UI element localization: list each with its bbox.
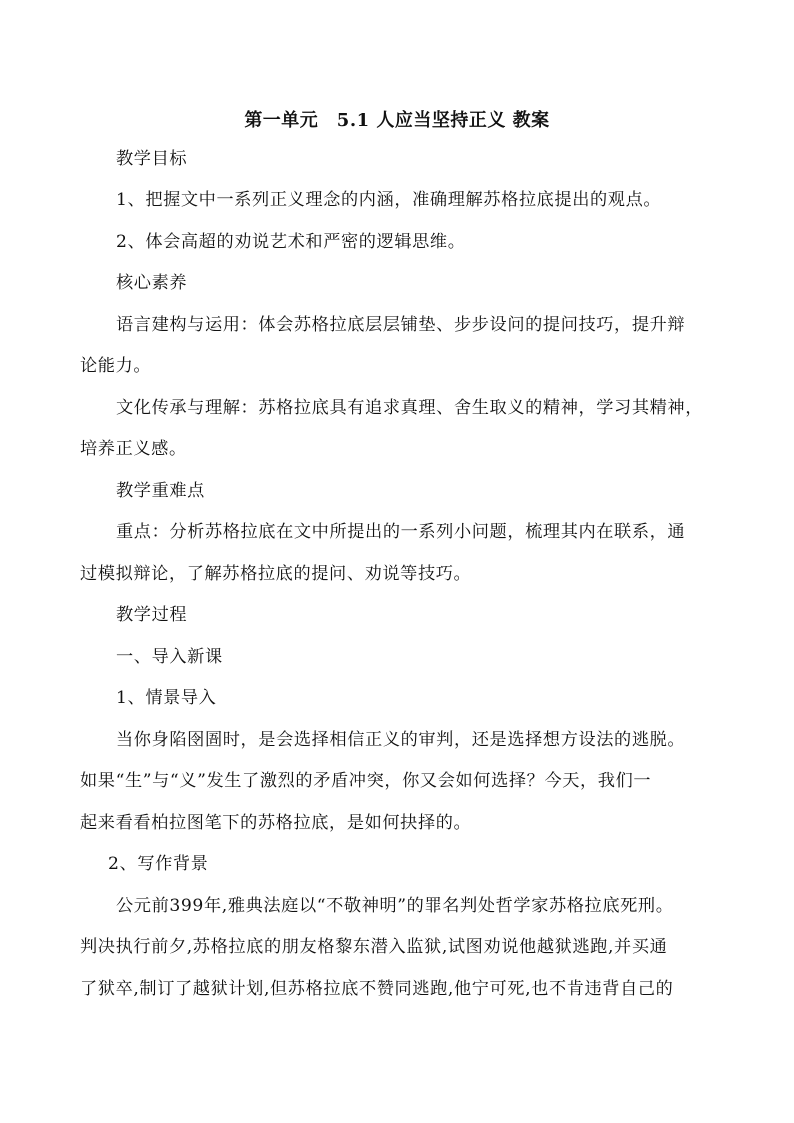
- scenario-line-2: 如果“生”与“义”发生了激烈的矛盾冲突，你又会如何选择？今天，我们一: [80, 771, 652, 791]
- literacy-language-line-2: 论能力。: [80, 356, 152, 376]
- subsection-scenario-intro: 1、情景导入: [116, 688, 217, 708]
- document-title: 第一单元 5.1 人应当坚持正义 教案: [244, 110, 550, 131]
- key-points-line-1: 重点：分析苏格拉底在文中所提出的一系列小问题，梳理其内在联系，通: [116, 522, 686, 542]
- goal-item-1: 1、把握文中一系列正义理念的内涵，准确理解苏格拉底提出的观点。: [116, 190, 662, 210]
- background-line-1: 公元前399年,雅典法庭以“不敬神明”的罪名判处哲学家苏格拉底死刑。: [116, 896, 674, 916]
- subsection-background: 2、写作背景: [108, 854, 209, 874]
- heading-core-literacy: 核心素养: [116, 273, 188, 293]
- goal-item-2: 2、体会高超的劝说艺术和严密的逻辑思维。: [116, 232, 466, 252]
- heading-teaching-goals: 教学目标: [116, 149, 188, 169]
- key-points-line-2: 过模拟辩论，了解苏格拉底的提问、劝说等技巧。: [80, 564, 472, 584]
- heading-key-difficulties: 教学重难点: [116, 481, 205, 501]
- scenario-line-3: 起来看看柏拉图笔下的苏格拉底，是如何抉择的。: [80, 813, 472, 833]
- background-line-3: 了狱卒,制订了越狱计划,但苏格拉底不赞同逃跑,他宁可死,也不肯违背自己的: [80, 979, 674, 999]
- literacy-language-line-1: 语言建构与运用：体会苏格拉底层层铺垫、步步设问的提问技巧，提升辩: [116, 315, 686, 335]
- background-line-2: 判决执行前夕,苏格拉底的朋友格黎东潜入监狱,试图劝说他越狱逃跑,并买通: [80, 937, 668, 957]
- section-introduction: 一、导入新课: [116, 647, 223, 667]
- heading-teaching-process: 教学过程: [116, 605, 188, 625]
- scenario-line-1: 当你身陷囹圄时，是会选择相信正义的审判，还是选择想方设法的逃脱。: [116, 730, 686, 750]
- literacy-culture-line-2: 培养正义感。: [80, 439, 187, 459]
- literacy-culture-line-1: 文化传承与理解：苏格拉底具有追求真理、舍生取义的精神，学习其精神，: [116, 398, 703, 418]
